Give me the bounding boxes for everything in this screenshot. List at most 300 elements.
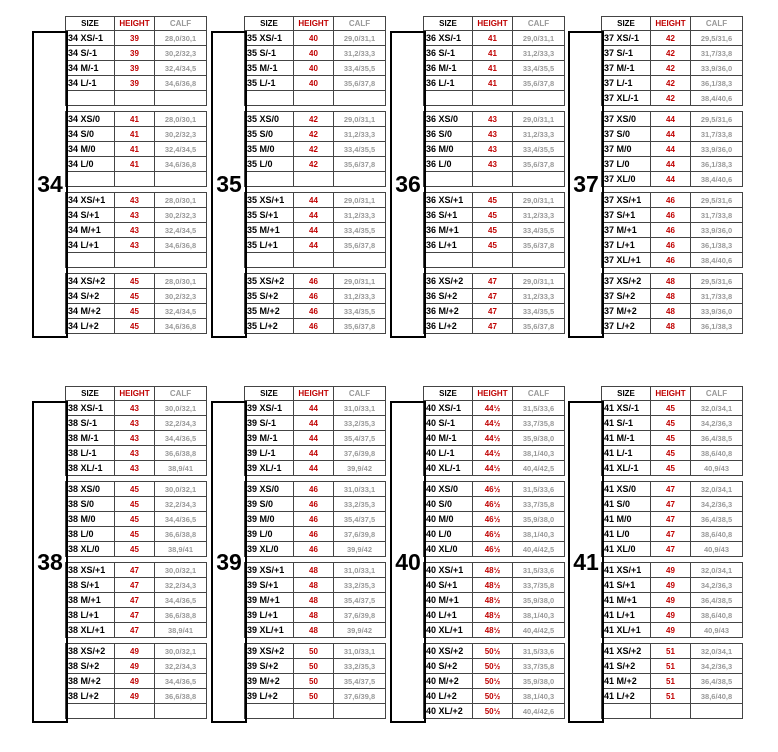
- size-cell: 40 S/-1: [424, 416, 473, 431]
- table-row: [245, 274, 386, 289]
- calf-cell: 38,4/40,6: [691, 91, 743, 106]
- height-cell: 45: [115, 542, 155, 557]
- table-row: [424, 289, 565, 304]
- size-cell: 34 S/0: [66, 127, 115, 142]
- table-row: [424, 542, 565, 557]
- height-cell: [115, 172, 155, 187]
- height-cell: 42: [294, 142, 334, 157]
- height-cell: 42: [651, 31, 691, 46]
- size-cell: 41 M/+2: [602, 674, 651, 689]
- calf-cell: [334, 704, 386, 719]
- height-cell: 43: [115, 238, 155, 253]
- height-cell: 43: [473, 157, 513, 172]
- height-cell: 48½: [473, 608, 513, 623]
- height-cell: 47: [115, 623, 155, 638]
- calf-cell: [513, 91, 565, 106]
- height-cell: 44: [294, 223, 334, 238]
- calf-cell: 40,4/42,5: [513, 623, 565, 638]
- calf-cell: 38,1/40,3: [513, 446, 565, 461]
- height-cell: 50½: [473, 689, 513, 704]
- size-cell: 40 M/0: [424, 512, 473, 527]
- size-group-label: 35: [211, 31, 247, 338]
- calf-cell: 31,0/33,1: [334, 563, 386, 578]
- table-row: [424, 253, 565, 268]
- table-row: [602, 482, 743, 497]
- table-row: [66, 593, 207, 608]
- table-row: [245, 578, 386, 593]
- size-cell: 35 XS/+2: [245, 274, 294, 289]
- calf-cell: 31,2/33,3: [513, 208, 565, 223]
- height-cell: 46: [294, 274, 334, 289]
- calf-cell: 39,9/42: [334, 623, 386, 638]
- size-cell: 39 M/+2: [245, 674, 294, 689]
- calf-cell: 33,9/36,0: [691, 142, 743, 157]
- height-cell: 45: [651, 401, 691, 416]
- height-cell: 48½: [473, 593, 513, 608]
- height-cell: 46½: [473, 512, 513, 527]
- calf-cell: 29,5/31,6: [691, 193, 743, 208]
- table-row: [245, 497, 386, 512]
- height-cell: 43: [473, 142, 513, 157]
- size-table: [423, 16, 565, 334]
- size-cell: 34 L/+2: [66, 319, 115, 334]
- table-row: [245, 61, 386, 76]
- height-cell: 42: [294, 112, 334, 127]
- table-row: [602, 659, 743, 674]
- table-row: [66, 644, 207, 659]
- table-row: [245, 172, 386, 187]
- table-row: [245, 223, 386, 238]
- height-cell: 41: [115, 157, 155, 172]
- height-cell: [651, 704, 691, 719]
- calf-cell: 32,0/34,1: [691, 401, 743, 416]
- height-cell: 43: [115, 461, 155, 476]
- size-table: [601, 16, 743, 334]
- table-row: [66, 46, 207, 61]
- table-header-row: [245, 387, 386, 401]
- height-cell: 45: [473, 238, 513, 253]
- calf-cell: 35,4/37,5: [334, 431, 386, 446]
- table-header-row: [424, 387, 565, 401]
- header-size: SIZE: [245, 17, 294, 31]
- calf-cell: 31,7/33,8: [691, 127, 743, 142]
- header-calf: CALF: [155, 17, 207, 31]
- table-row: [66, 704, 207, 719]
- header-calf: CALF: [155, 387, 207, 401]
- size-cell: 37 L/+1: [602, 238, 651, 253]
- height-cell: 44: [651, 112, 691, 127]
- size-cell: [66, 172, 115, 187]
- calf-cell: 30,0/32,1: [155, 482, 207, 497]
- calf-cell: 36,6/38,8: [155, 608, 207, 623]
- table-row: [66, 76, 207, 91]
- table-row: [424, 497, 565, 512]
- size-cell: 40 XL/+2: [424, 704, 473, 719]
- calf-cell: 33,9/36,0: [691, 61, 743, 76]
- calf-cell: 30,0/32,1: [155, 401, 207, 416]
- size-cell: 39 L/0: [245, 527, 294, 542]
- size-cell: 39 XL/0: [245, 542, 294, 557]
- table-row: [602, 304, 743, 319]
- size-cell: 39 XL/+1: [245, 623, 294, 638]
- table-row: [424, 482, 565, 497]
- table-row: [602, 223, 743, 238]
- table-row: [424, 319, 565, 334]
- height-cell: 44½: [473, 461, 513, 476]
- table-row: [66, 142, 207, 157]
- calf-cell: 34,6/36,8: [155, 157, 207, 172]
- height-cell: 45: [473, 223, 513, 238]
- table-row: [66, 289, 207, 304]
- height-cell: [294, 172, 334, 187]
- height-cell: 41: [115, 112, 155, 127]
- table-row: [424, 623, 565, 638]
- height-cell: 48: [294, 593, 334, 608]
- height-cell: [294, 253, 334, 268]
- height-cell: 43: [473, 127, 513, 142]
- calf-cell: 29,0/31,1: [513, 193, 565, 208]
- height-cell: [294, 91, 334, 106]
- size-cell: 36 XS/0: [424, 112, 473, 127]
- table-row: [245, 208, 386, 223]
- size-cell: 39 L/-1: [245, 446, 294, 461]
- size-cell: 36 S/0: [424, 127, 473, 142]
- size-cell: 40 M/-1: [424, 431, 473, 446]
- table-header-row: [66, 387, 207, 401]
- size-cell: 35 S/-1: [245, 46, 294, 61]
- calf-cell: 40,4/42,5: [513, 542, 565, 557]
- table-row: [424, 127, 565, 142]
- table-row: [602, 542, 743, 557]
- table-row: [424, 46, 565, 61]
- table-row: [245, 623, 386, 638]
- height-cell: 46: [651, 253, 691, 268]
- height-cell: 46: [294, 542, 334, 557]
- calf-cell: 31,7/33,8: [691, 208, 743, 223]
- size-cell: 39 S/+1: [245, 578, 294, 593]
- height-cell: 44: [294, 446, 334, 461]
- height-cell: 46: [294, 512, 334, 527]
- table-row: [245, 416, 386, 431]
- size-cell: 41 XS/-1: [602, 401, 651, 416]
- calf-cell: 35,6/37,8: [513, 238, 565, 253]
- header-size: SIZE: [245, 387, 294, 401]
- height-cell: 39: [115, 46, 155, 61]
- calf-cell: 38,1/40,3: [513, 527, 565, 542]
- calf-cell: 35,6/37,8: [513, 76, 565, 91]
- calf-cell: 33,4/35,5: [513, 223, 565, 238]
- size-cell: 37 M/-1: [602, 61, 651, 76]
- table-header-row: [66, 17, 207, 31]
- height-cell: 50: [294, 674, 334, 689]
- size-cell: 38 M/+2: [66, 674, 115, 689]
- calf-cell: 37,6/39,8: [334, 608, 386, 623]
- calf-cell: 35,6/37,8: [334, 76, 386, 91]
- header-size: SIZE: [66, 17, 115, 31]
- table-row: [245, 527, 386, 542]
- table-row: [424, 446, 565, 461]
- table-row: [66, 274, 207, 289]
- size-cell: [424, 253, 473, 268]
- calf-cell: 35,9/38,0: [513, 512, 565, 527]
- calf-cell: 29,0/31,1: [334, 31, 386, 46]
- size-cell: 37 L/0: [602, 157, 651, 172]
- calf-cell: 33,7/35,8: [513, 497, 565, 512]
- table-row: [424, 91, 565, 106]
- height-cell: [473, 253, 513, 268]
- size-cell: 39 XS/-1: [245, 401, 294, 416]
- height-cell: 49: [115, 689, 155, 704]
- size-cell: 40 L/+2: [424, 689, 473, 704]
- calf-cell: 31,5/33,6: [513, 563, 565, 578]
- size-cell: 39 S/+2: [245, 659, 294, 674]
- height-cell: 41: [473, 31, 513, 46]
- size-cell: 34 S/-1: [66, 46, 115, 61]
- size-cell: 37 M/0: [602, 142, 651, 157]
- size-cell: 41 L/+2: [602, 689, 651, 704]
- height-cell: 39: [115, 76, 155, 91]
- height-cell: 43: [473, 112, 513, 127]
- calf-cell: 37,6/39,8: [334, 446, 386, 461]
- size-cell: 41 XS/+2: [602, 644, 651, 659]
- table-row: [424, 578, 565, 593]
- size-cell: 39 L/+1: [245, 608, 294, 623]
- height-cell: 49: [115, 674, 155, 689]
- size-cell: 37 S/-1: [602, 46, 651, 61]
- size-cell: 39 M/-1: [245, 431, 294, 446]
- height-cell: 40: [294, 61, 334, 76]
- height-cell: 47: [115, 563, 155, 578]
- size-cell: [245, 253, 294, 268]
- table-row: [66, 512, 207, 527]
- header-calf: CALF: [334, 17, 386, 31]
- size-cell: 37 M/+1: [602, 223, 651, 238]
- calf-cell: 30,0/32,1: [155, 563, 207, 578]
- calf-cell: 32,4/34,5: [155, 304, 207, 319]
- calf-cell: 29,5/31,6: [691, 274, 743, 289]
- calf-cell: 32,2/34,3: [155, 659, 207, 674]
- calf-cell: 38,1/40,3: [513, 608, 565, 623]
- size-cell: [424, 172, 473, 187]
- size-cell: 34 S/+1: [66, 208, 115, 223]
- size-cell: 38 M/0: [66, 512, 115, 527]
- height-cell: 44: [294, 431, 334, 446]
- table-row: [66, 461, 207, 476]
- height-cell: 45: [651, 431, 691, 446]
- table-row: [602, 704, 743, 719]
- size-cell: 40 XL/0: [424, 542, 473, 557]
- size-cell: 41 XS/+1: [602, 563, 651, 578]
- size-cell: 37 XS/-1: [602, 31, 651, 46]
- table-row: [602, 527, 743, 542]
- calf-cell: 36,4/38,5: [691, 593, 743, 608]
- size-cell: 37 XL/+1: [602, 253, 651, 268]
- size-group-label: 39: [211, 401, 247, 723]
- size-cell: 35 XS/-1: [245, 31, 294, 46]
- header-height: HEIGHT: [473, 17, 513, 31]
- calf-cell: 33,4/35,5: [513, 304, 565, 319]
- height-cell: 46: [294, 319, 334, 334]
- height-cell: 49: [651, 593, 691, 608]
- table-row: [424, 142, 565, 157]
- table-row: [66, 172, 207, 187]
- size-cell: 41 L/-1: [602, 446, 651, 461]
- calf-cell: 34,2/36,3: [691, 659, 743, 674]
- height-cell: 41: [115, 127, 155, 142]
- calf-cell: 28,0/30,1: [155, 112, 207, 127]
- calf-cell: 33,9/36,0: [691, 304, 743, 319]
- height-cell: 45: [115, 482, 155, 497]
- table-row: [602, 157, 743, 172]
- table-row: [602, 31, 743, 46]
- size-cell: 38 XL/0: [66, 542, 115, 557]
- height-cell: 46½: [473, 482, 513, 497]
- table-row: [424, 608, 565, 623]
- size-cell: 35 S/+2: [245, 289, 294, 304]
- size-cell: 39 S/0: [245, 497, 294, 512]
- size-cell: [424, 91, 473, 106]
- size-cell: 35 XS/0: [245, 112, 294, 127]
- calf-cell: 32,4/34,5: [155, 223, 207, 238]
- height-cell: 49: [651, 623, 691, 638]
- table-row: [66, 223, 207, 238]
- height-cell: 43: [115, 431, 155, 446]
- size-cell: 37 L/-1: [602, 76, 651, 91]
- height-cell: 45: [115, 512, 155, 527]
- size-cell: 39 M/+1: [245, 593, 294, 608]
- height-cell: 46½: [473, 542, 513, 557]
- height-cell: [473, 172, 513, 187]
- table-row: [424, 689, 565, 704]
- table-row: [424, 401, 565, 416]
- calf-cell: 32,0/34,1: [691, 644, 743, 659]
- height-cell: 45: [115, 527, 155, 542]
- table-row: [602, 289, 743, 304]
- table-row: [66, 446, 207, 461]
- table-header-row: [424, 17, 565, 31]
- size-cell: 35 L/+2: [245, 319, 294, 334]
- calf-cell: 29,0/31,1: [334, 112, 386, 127]
- table-row: [66, 527, 207, 542]
- height-cell: 49: [651, 563, 691, 578]
- calf-cell: 34,6/36,8: [155, 238, 207, 253]
- table-row: [602, 61, 743, 76]
- height-cell: [115, 91, 155, 106]
- table-header-row: [602, 387, 743, 401]
- calf-cell: 30,2/32,3: [155, 289, 207, 304]
- calf-cell: 33,4/35,5: [334, 304, 386, 319]
- size-cell: 35 XS/+1: [245, 193, 294, 208]
- size-cell: 39 S/-1: [245, 416, 294, 431]
- calf-cell: 36,4/38,5: [691, 512, 743, 527]
- height-cell: 46: [651, 238, 691, 253]
- size-cell: 35 M/+2: [245, 304, 294, 319]
- size-cell: 34 M/0: [66, 142, 115, 157]
- header-height: HEIGHT: [651, 17, 691, 31]
- size-cell: 40 M/+1: [424, 593, 473, 608]
- table-row: [245, 674, 386, 689]
- calf-cell: 34,4/36,5: [155, 431, 207, 446]
- size-cell: [66, 91, 115, 106]
- height-cell: 48: [651, 319, 691, 334]
- size-cell: 38 XS/-1: [66, 401, 115, 416]
- calf-cell: 38,4/40,6: [691, 172, 743, 187]
- size-cell: 36 S/-1: [424, 46, 473, 61]
- calf-cell: 36,1/38,3: [691, 76, 743, 91]
- table-row: [424, 461, 565, 476]
- size-cell: 34 L/-1: [66, 76, 115, 91]
- size-group-label: 38: [32, 401, 68, 723]
- calf-cell: 36,6/38,8: [155, 527, 207, 542]
- calf-cell: 31,2/33,3: [334, 208, 386, 223]
- size-cell: 39 XS/+1: [245, 563, 294, 578]
- height-cell: 41: [473, 61, 513, 76]
- header-height: HEIGHT: [115, 387, 155, 401]
- table-row: [602, 593, 743, 608]
- calf-cell: 33,4/35,5: [334, 142, 386, 157]
- height-cell: 43: [115, 208, 155, 223]
- table-row: [66, 127, 207, 142]
- table-row: [245, 157, 386, 172]
- table-row: [66, 416, 207, 431]
- height-cell: 50: [294, 659, 334, 674]
- table-row: [424, 563, 565, 578]
- calf-cell: 33,2/35,3: [334, 659, 386, 674]
- header-size: SIZE: [424, 17, 473, 31]
- size-group-label: 36: [390, 31, 426, 338]
- header-calf: CALF: [513, 17, 565, 31]
- size-cell: [245, 91, 294, 106]
- calf-cell: 29,0/31,1: [334, 193, 386, 208]
- height-cell: 50½: [473, 644, 513, 659]
- calf-cell: 33,7/35,8: [513, 578, 565, 593]
- size-cell: 34 XS/-1: [66, 31, 115, 46]
- calf-cell: 36,6/38,8: [155, 446, 207, 461]
- header-height: HEIGHT: [115, 17, 155, 31]
- calf-cell: 34,2/36,3: [691, 497, 743, 512]
- table-header-row: [245, 17, 386, 31]
- height-cell: 47: [651, 542, 691, 557]
- calf-cell: 38,6/40,8: [691, 608, 743, 623]
- height-cell: 40: [294, 46, 334, 61]
- calf-cell: 30,2/32,3: [155, 208, 207, 223]
- calf-cell: 33,7/35,8: [513, 416, 565, 431]
- height-cell: 45: [473, 193, 513, 208]
- table-row: [245, 304, 386, 319]
- size-cell: 34 XS/0: [66, 112, 115, 127]
- table-row: [245, 689, 386, 704]
- size-cell: 40 L/-1: [424, 446, 473, 461]
- size-cell: 40 XL/+1: [424, 623, 473, 638]
- table-row: [424, 304, 565, 319]
- table-row: [424, 674, 565, 689]
- size-cell: 37 XL/0: [602, 172, 651, 187]
- size-cell: 41 S/+1: [602, 578, 651, 593]
- calf-cell: 31,0/33,1: [334, 482, 386, 497]
- table-row: [245, 512, 386, 527]
- size-cell: 41 S/-1: [602, 416, 651, 431]
- calf-cell: 31,5/33,6: [513, 644, 565, 659]
- table-row: [424, 61, 565, 76]
- size-cell: 38 S/-1: [66, 416, 115, 431]
- calf-cell: 32,4/34,5: [155, 61, 207, 76]
- calf-cell: 38,6/40,8: [691, 446, 743, 461]
- table-row: [424, 238, 565, 253]
- header-calf: CALF: [334, 387, 386, 401]
- height-cell: 50: [294, 689, 334, 704]
- table-row: [424, 593, 565, 608]
- table-row: [245, 542, 386, 557]
